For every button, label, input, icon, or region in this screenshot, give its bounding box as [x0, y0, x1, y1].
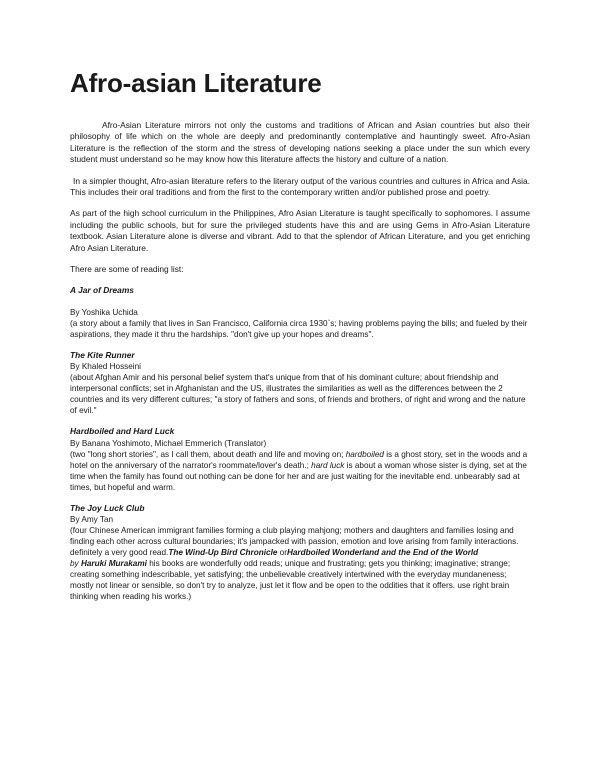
book-description	[70, 449, 530, 493]
desc-text: is about a woman whose sister is dying, set at the time when the family has found out nothing can be done for her and are just waiting for the inevitable end. unbearably sad at times, but hopeful and warm.	[70, 460, 527, 492]
desc-bold-italic: Haruki Murakami	[80, 559, 147, 569]
intro-paragraph-3: As part of the high school curriculum in the Philippines, Afro Asian Literature is taught specifically to sophomores. I assume including the public schools, but for sure the privileged students have this and are using Gems in Afro-Asian Literature textbook. Asian Literature alone is diverse and vibrant. Add to that the splendor of African Literature, and you get enriching Afro Asian Literature.	[70, 208, 530, 253]
book-title: The Joy Luck Club	[70, 502, 145, 513]
desc-text: or	[277, 548, 287, 558]
book-description: (about Afghan Amir and his personal belief system that's unique from that of his dominant culture; about friendship and interpersonal conflicts; set in Afghanistan and the US, illustrates the similarities as well as the differences between the 2 countries and its very different cultures; "a story of fathers and sons, of friends and brothers, of right and wrong and the nature of evil."	[70, 373, 526, 416]
book-author: By Khaled Hosseini	[70, 362, 141, 372]
book-description: (a story about a family that lives in San Francisco, California circa 1930`s; having problems paying the bills; and fueled by their aspirations, they made it thru the hardships. "don't give up your hopes and dreams".	[70, 318, 528, 339]
desc-bold-italic: Hardboiled Wonderland and the End of the World	[286, 548, 479, 558]
desc-bold-italic: The Wind-Up Bird Chronicle	[168, 548, 278, 558]
book-author: By Banana Yoshimoto, Michael Emmerich (Translator)	[70, 438, 267, 448]
book-author: By Yoshika Uchida	[70, 307, 138, 317]
desc-text: is a ghost story, set in the woods and a hotel on the anniversary of the narrator's roommate/lover's death.;	[70, 449, 528, 470]
book-title: Hardboiled and Hard Luck	[70, 426, 175, 437]
desc-text: (four Chinese American immigrant families forming a club playing mahjong; mothers and daughters and families losing and finding each other across cultural boundaries; it's jampacked with passion, emotion and love arising from family interactions. definitely a very good read.	[70, 526, 519, 558]
book-author: By Amy Tan	[70, 515, 114, 525]
desc-italic: hardboiled	[345, 449, 384, 459]
page-title: Afro-asian Literature	[70, 68, 322, 98]
book-description	[70, 525, 530, 602]
desc-text: (two "long short stories", as I call them, about death and life and moving on;	[70, 449, 346, 459]
intro-paragraph-2: In a simpler thought, Afro-asian literature refers to the literary output of the various countries and cultures in Africa and Asia. This includes their oral traditions and from the first to the contemporary written and/or published prose and poetry.	[70, 175, 530, 198]
desc-text: his books are wonderfully odd reads; unique and frustrating; gets you thinking; imaginative; strange; creating something indescribable, yet satisfying; the unbelievable creatively intertwined with the everyday mundaneness; mostly not linear or sensible, so don't try to analyze, just let it flow and be open to the oddities that it offers. use right brain thinking when reading his works.)	[70, 559, 511, 602]
book-title: The Kite Runner	[70, 349, 135, 360]
book-title: A Jar of Dreams	[70, 285, 134, 296]
intro-paragraph-1: Afro-Asian Literature mirrors not only the customs and traditions of African and Asian countries but also their philosophy of life which on the whole are deeply and predominantly contemplative and hauntingly sweet. Afro-Asian Literature is the reflection of the storm and the stress of developing nations seeking a place under the sun which every student must understand so he may know how this literature affects the history and culture of a nation.	[70, 120, 530, 165]
desc-italic: hard luck	[311, 460, 345, 470]
reading-list-intro: There are some of reading list:	[70, 264, 184, 275]
desc-italic: by	[70, 559, 81, 569]
